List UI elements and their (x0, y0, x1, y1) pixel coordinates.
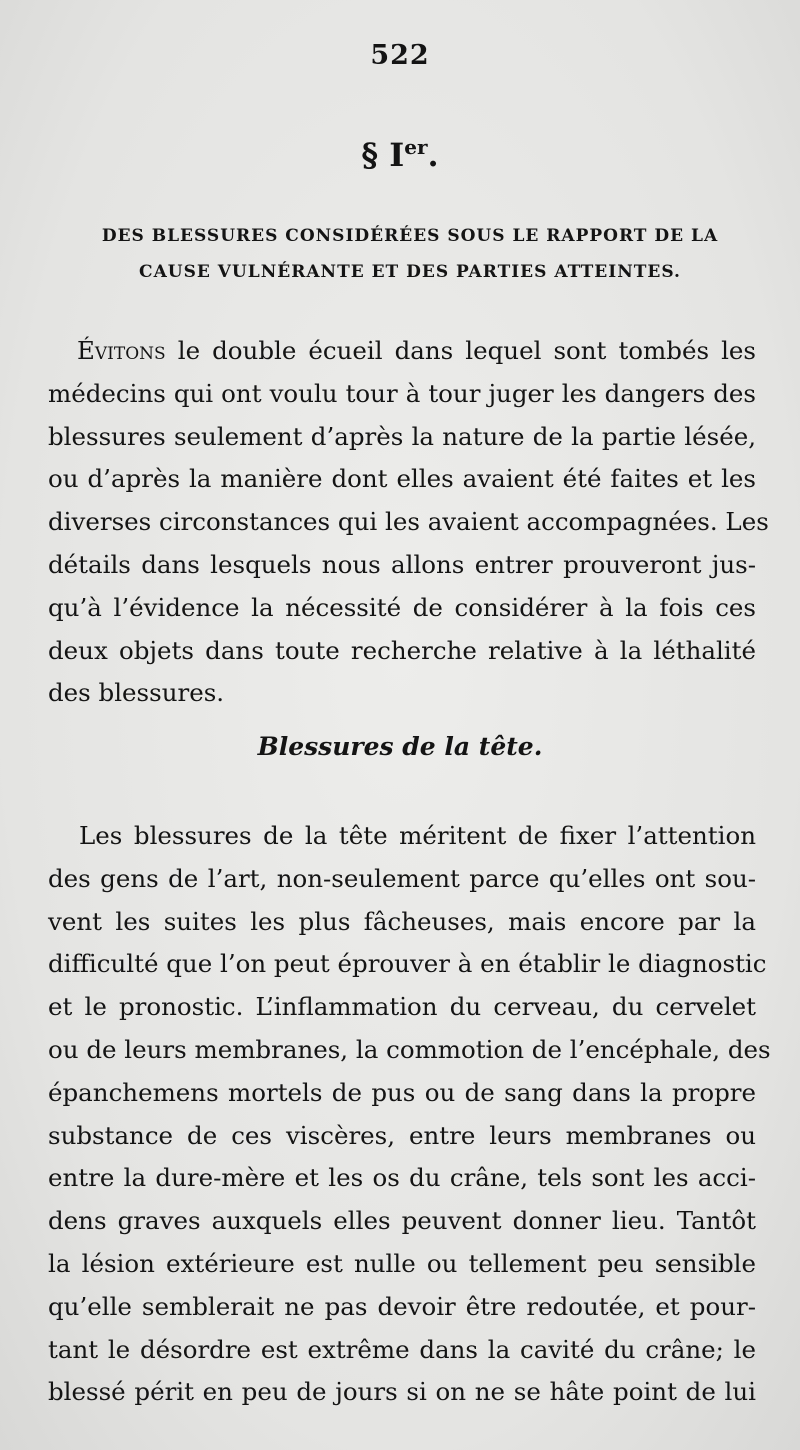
subsection-title: Blessures de la tête. (257, 732, 543, 761)
text-line: ou de leurs membranes, la commotion de l’encéphale, des (48, 1034, 771, 1064)
text-line: qu’elle semblerait ne pas devoir être redoutée, et pour- (48, 1291, 756, 1321)
text-line: et le pronostic. L’inflammation du cerveau, du cervelet (48, 992, 756, 1022)
text-line: vent les suites les plus fâcheuses, mais encore par la (48, 906, 756, 936)
page-number: 522 (370, 40, 430, 71)
text-line: des blessures. (48, 678, 225, 708)
text-line: Évitons le double écueil dans lequel sont tombés les (77, 336, 756, 365)
text-line: blessures seulement d’après la nature de la partie lésée, (48, 421, 756, 451)
text-line: substance de ces viscères, entre leurs membranes ou (48, 1120, 756, 1150)
text-line: ou d’après la manière dont elles avaient été faites et les (48, 464, 756, 494)
text-line: Les blessures de la tête méritent de fixer l’attention (79, 821, 756, 850)
text-line: diverses circonstances qui les avaient accompagnées. Les (48, 507, 769, 537)
chapter-heading-line-1: DES BLESSURES CONSIDÉRÉES SOUS LE RAPPORT DE LA (101, 226, 719, 246)
lead-word: Évitons (77, 336, 166, 365)
text-line: blessé périt en peu de jours si on ne se hâte point de lui (48, 1377, 756, 1407)
paragraph-1 (48, 330, 769, 715)
text-line: entre la dure-mère et les os du crâne, tels sont les acci- (48, 1163, 756, 1193)
paragraph-2 (48, 815, 771, 1414)
text-line: médecins qui ont voulu tour à tour juger les dangers des (48, 378, 756, 408)
text-line: qu’à l’évidence la nécessité de considérer à la fois ces (48, 592, 756, 622)
text-line: des gens de l’art, non-seulement parce qu’elles ont sou- (48, 863, 756, 893)
section-superscript: er (404, 135, 428, 159)
text-line: épanchemens mortels de pus ou de sang dans la propre (48, 1077, 756, 1107)
section-punct: . (427, 136, 439, 174)
text-line: la lésion extérieure est nulle ou tellement peu sensible (48, 1248, 756, 1278)
text-line: deux objets dans toute recherche relative à la léthalité (48, 635, 756, 665)
text-line: dens graves auxquels elles peuvent donner lieu. Tantôt (48, 1206, 756, 1236)
text-line: difficulté que l’on peut éprouver à en établir le diagnostic (48, 949, 767, 979)
chapter-heading-line-2: CAUSE VULNÉRANTE ET DES PARTIES ATTEINTES. (139, 262, 681, 282)
section-symbol: § I (361, 136, 405, 174)
text-line: tant le désordre est extrême dans la cavité du crâne; le (48, 1334, 756, 1364)
section-title (0, 135, 800, 174)
text-line: détails dans lesquels nous allons entrer prouveront jus- (48, 549, 756, 579)
